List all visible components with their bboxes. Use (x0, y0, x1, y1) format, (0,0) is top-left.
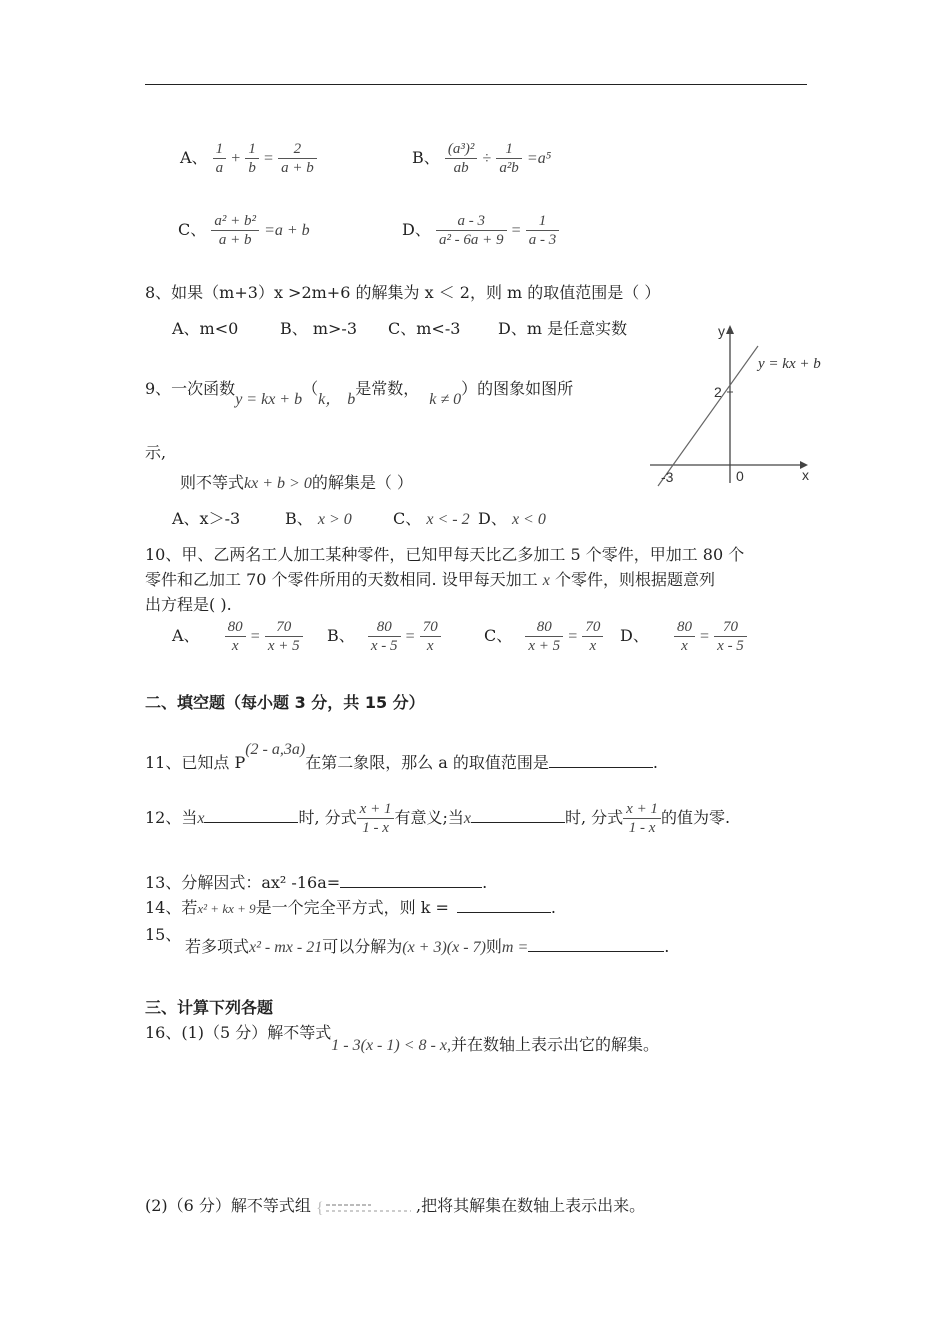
q7-option-b: B、 $\frac{\text{(a³)²}}{ab}$ ÷ $\frac{1}{\text{a²b}}$ =a⁵ (412, 141, 552, 176)
q8-option-d: D、m 是任意实数 (498, 319, 628, 338)
q11-answer-blank[interactable] (549, 751, 653, 768)
q10-option-b: B、 $\frac{80}{x - 5}$ = $\frac{70}{x}$ (327, 618, 441, 655)
linear-function-graph (640, 318, 835, 488)
q7-option-c: C、 $\frac{\text{a² + b²}}{a + b}$ =a + b (178, 213, 310, 248)
q7-option-d: D、 $\frac{a - 3}{\text{a² - 6a + 9}}$ = $\frac{1}{a - 3}$ (402, 212, 559, 249)
q14: 14、若x² + kx + 9是一个完全平方式，则 k = . (145, 898, 557, 917)
q9-option-d: D、 x < 0 (478, 509, 546, 528)
q8-stem: 8、如果（m+3）x >2m+6 的解集为 x ＜ 2，则 m 的取值范围是（ ） (145, 283, 661, 302)
header-rule (145, 84, 807, 85)
y-axis-arrow (726, 325, 734, 334)
q12-answer-blank-1[interactable] (204, 806, 298, 823)
q9-option-c: C、 x < - 2 (393, 509, 470, 528)
q13-answer-blank[interactable] (340, 871, 482, 888)
q16-part-1: 16、(1)（5 分）解不等式1 - 3(x - 1) < 8 - x,并在数轴上表示出它的解集。 (145, 1023, 659, 1054)
q15-answer-blank[interactable] (528, 935, 664, 952)
y-intercept-label: 2 (714, 384, 722, 400)
q16-part-2: (2)（6 分）解不等式组 { ,把将其解集在数轴上表示出来。 (145, 1196, 646, 1215)
y-axis-label: y (718, 323, 725, 339)
function-label: y = kx + b (758, 356, 821, 372)
q11: 11、已知点 P(2 - a,3a)在第二象限，那么 a 的取值范围是 . (145, 741, 659, 772)
x-axis-label: x (802, 467, 809, 483)
q12-answer-blank-2[interactable] (471, 806, 565, 823)
inequality-system-image (316, 1200, 416, 1214)
q10-line-2: 零件和乙加工 70 个零件所用的天数相同. 设甲每天加工 x 个零件，则根据题意列 (145, 570, 715, 589)
q12: 12、当x 时, 分式 $\frac{x + 1}{1 - x}$ 有意义;当x 时, 分式 $\frac{x + 1}{1 - x}$ 的值为零. (145, 801, 731, 836)
q10-option-a: A、 $\frac{80}{x}$ = $\frac{70}{x + 5}$ (172, 618, 303, 655)
q10-line-1: 10、甲、乙两名工人加工某种零件，已知甲每天比乙多加工 5 个零件，甲加工 80 个 (145, 545, 745, 564)
q8-option-b: B、 m>-3 (280, 319, 358, 338)
origin-label: 0 (736, 468, 744, 484)
q9-inequality: 则不等式kx + b > 0的解集是（ ） (180, 473, 413, 492)
q13: 13、分解因式：ax² -16a= . (145, 873, 488, 892)
q9-stem: 9、一次函数y = kx + b（k， b是常数，k ≠ 0）的图象如图所 (145, 379, 574, 408)
q9-option-a: A、x＞-3 (172, 509, 241, 528)
q8-option-c: C、m<-3 (388, 319, 461, 338)
q15-number: 15、 (145, 925, 182, 944)
q9-stem-cont: 示, (145, 443, 167, 462)
q8-option-a: A、m<0 (172, 319, 239, 338)
x-intercept-label: -3 (661, 469, 674, 485)
section-2-title: 二、填空题（每小题 3 分，共 15 分） (145, 693, 425, 712)
q10-option-d: D、 $\frac{80}{x}$ = $\frac{70}{x - 5}$ (620, 618, 747, 655)
q9-option-b: B、 x > 0 (285, 509, 352, 528)
section-3-title: 三、计算下列各题 (145, 998, 274, 1017)
q14-answer-blank[interactable] (457, 896, 551, 913)
q10-option-c: C、 $\frac{80}{x + 5}$ = $\frac{70}{x}$ (484, 618, 603, 655)
q15: 若多项式x² - mx - 21可以分解为(x + 3)(x - 7)则m = . (185, 937, 670, 956)
q10-line-3: 出方程是( ). (145, 595, 232, 614)
svg-text:{: { (316, 1200, 324, 1215)
q7-option-a: A、 $\frac{1}{a}$ + $\frac{1}{b}$ = $\frac{2}{a + b}$ (180, 140, 317, 177)
